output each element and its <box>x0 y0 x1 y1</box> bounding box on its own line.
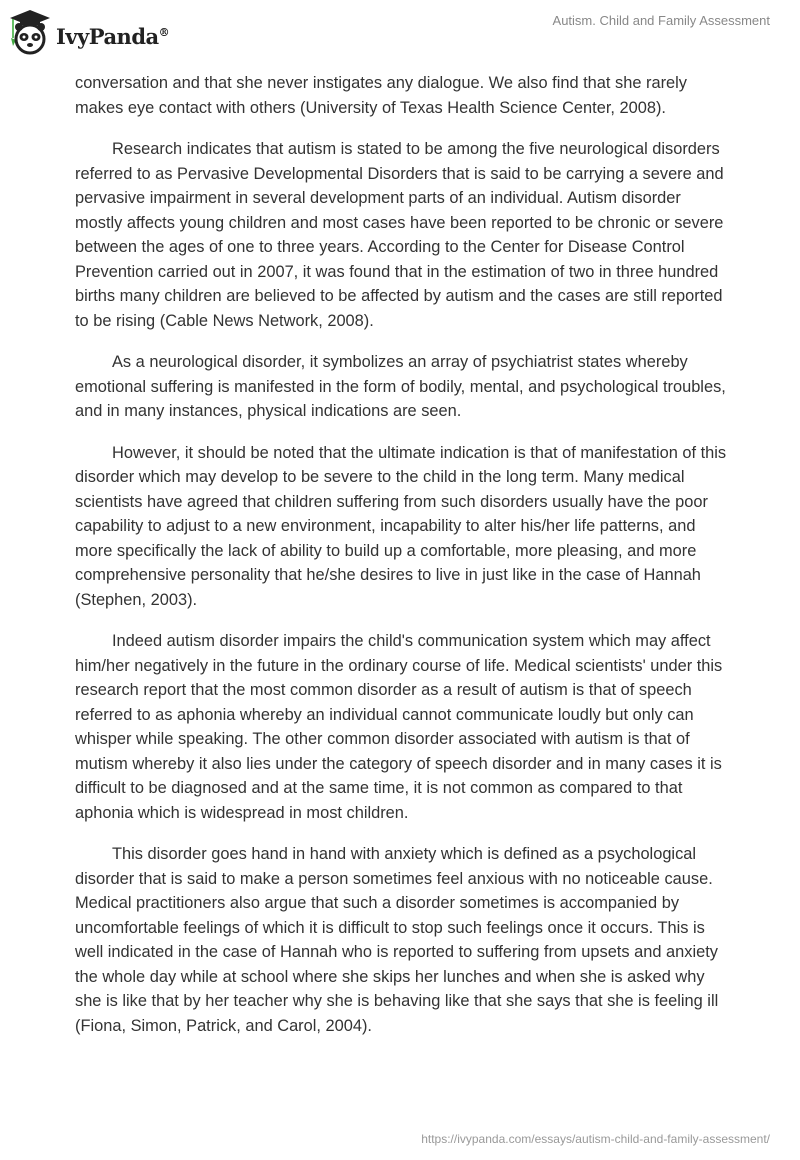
paragraph: As a neurological disorder, it symbolizes an array of psychiatrist states whereby emotional suffering is manifested in the form of bodily, mental, and psychological troubles, and in many instances, physical indications are seen. <box>75 353 726 420</box>
paragraph: conversation and that she never instigates any dialogue. We also find that she rarely makes eye contact with others (University of Texas Health Science Center, 2008). <box>75 74 687 117</box>
paragraph: Research indicates that autism is stated to be among the five neurological disorders referred to as Pervasive Developmental Disorders that is said to be carrying a severe and pervasive impairment in several development parts of an individual. Autism disorder mostly affects young children and most cases have been reported to be chronic or severe between the ages of one to three years. According to the Center for Disease Control Prevention carried out in 2007, it was found that in the estimation of two in three hundred births many children are believed to be affected by autism and the cases are still reported to be rising (Cable News Network, 2008). <box>75 140 724 330</box>
paragraph: This disorder goes hand in hand with anxiety which is defined as a psychological disorder that is said to make a person sometimes feel anxious with no noticeable cause. Medical practitioners also argue that such a disorder sometimes is accompanied by uncomfortable feelings of which it is difficult to stop such feelings once it occurs. This is well indicated in the case of Hannah who is reported to suffering from upsets and anxiety the whole day while at school where she skips her lunches and when she is asked why she is like that by her teacher why she is behaving like that she says that she is feeling ill (Fiona, Simon, Patrick, and Carol, 2004). <box>75 845 719 1035</box>
essay-body <box>75 71 730 1055</box>
ivypanda-logo[interactable] <box>8 8 169 56</box>
brand-name: IvyPanda® <box>56 23 170 49</box>
paragraph: Indeed autism disorder impairs the child's communication system which may affect him/her negatively in the future in the ordinary course of life. Medical scientists' under this research report that the most common disorder as a result of autism is that of speech referred to as aphonia whereby an individual cannot communicate loudly but only can whisper while speaking. The other common disorder associated with autism is that of mutism whereby it also lies under the category of speech disorder and in many cases it is difficult to be diagnosed and at the same time, it is not common as compared to that aphonia which is widespread in most children. <box>75 632 723 822</box>
document-title: Autism. Child and Family Assessment <box>552 13 770 28</box>
paragraph: However, it should be noted that the ultimate indication is that of manifestation of this disorder which may develop to be severe to the child in the long term. Many medical scientists have agreed that children suffering from such disorders usually have the poor capability to adjust to a new environment, incapability to alter his/her life patterns, and more specifically the lack of ability to build up a comfortable, more pleasing, and more comprehensive personality that he/she desires to live in just like in the case of Hannah (Stephen, 2003). <box>75 443 727 609</box>
source-url-link[interactable]: https://ivypanda.com/essays/autism-child-and-family-assessment/ <box>421 1132 770 1146</box>
panda-graduate-icon <box>8 8 52 56</box>
